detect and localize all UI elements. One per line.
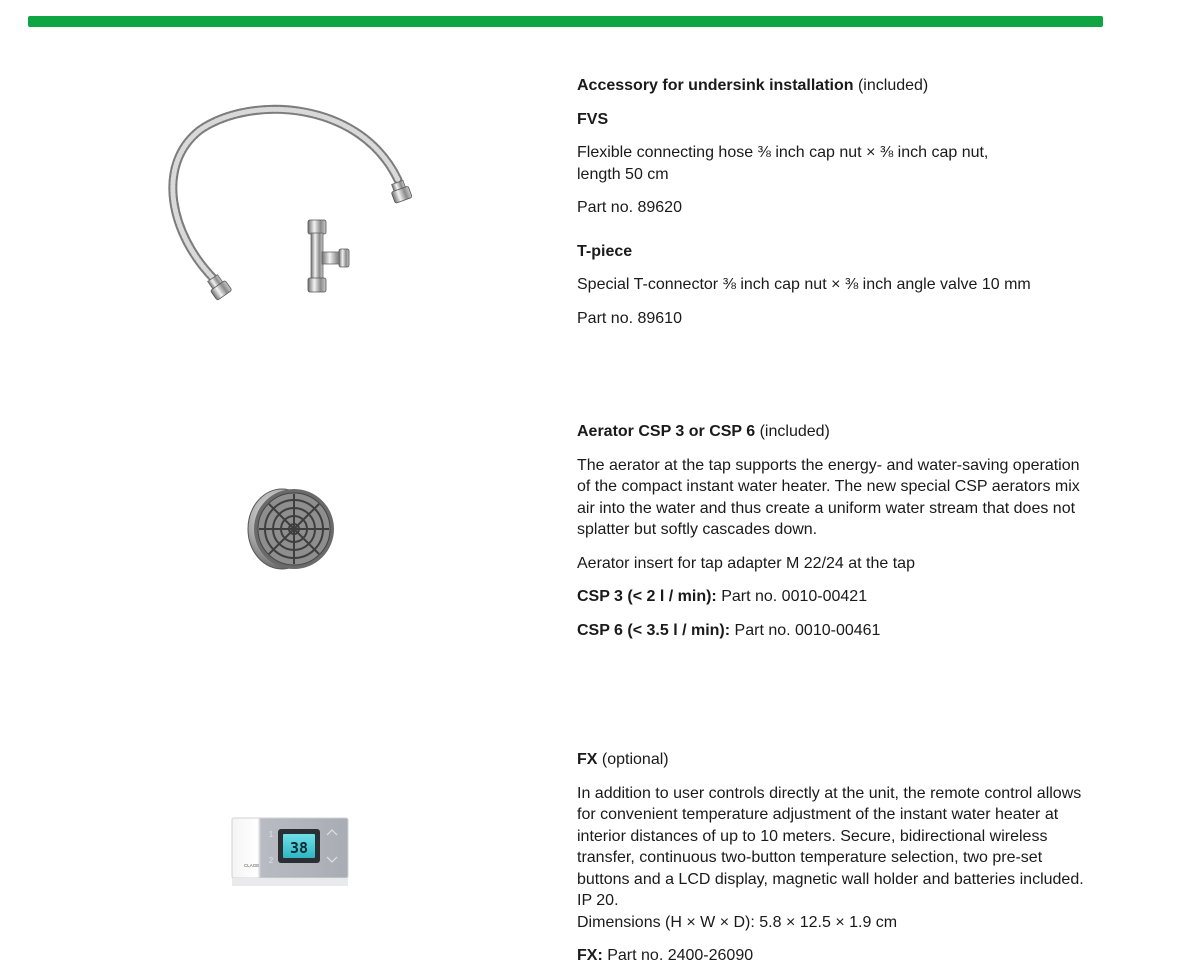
hose-and-t-piece-icon <box>160 95 430 310</box>
preset-button-2: 2 <box>268 856 274 865</box>
section-heading: FX (optional) <box>577 751 669 768</box>
section-aerator <box>577 421 1117 653</box>
preset-button-1: 1 <box>268 830 274 839</box>
fx-part: FX: Part no. 2400-26090 <box>577 947 754 964</box>
aerator-description: The aerator at the tap supports the energy- and water-saving operation of the compact instant water heater. The new special CSP aerators mix air into the water and thus create a uniform water stream that does not splatter but softly cascades down. <box>577 456 1080 538</box>
tpiece-description: Special T-connector ⅜ inch cap nut × ⅜ inch angle valve 10 mm <box>577 276 1031 293</box>
tpiece-part-number: Part no. 89610 <box>577 309 682 327</box>
aerator-icon <box>242 484 340 576</box>
top-accent-bar <box>28 16 1103 27</box>
aerator-insert: Aerator insert for tap adapter M 22/24 at the tap <box>577 554 915 572</box>
section-fx-remote <box>577 749 1117 979</box>
fx-description: In addition to user controls directly at the unit, the remote control allows for convenient temperature adjustment of the instant water heater at interior distances of up to 10 meters. Secure, bidirectional wireless transfer, continuous two-button temperature selection, two pre-set buttons and a LCD display, magnetic wall holder and batteries included. IP 20. Dimensions (H × W × D): 5.8 × 12.5 × 1.9 cm <box>577 784 1084 931</box>
brand-logo: CLAGE <box>244 863 260 868</box>
csp6-part: CSP 6 (< 3.5 l / min): Part no. 0010-00461 <box>577 621 881 639</box>
lcd-display-value: 38 <box>289 839 309 857</box>
section-heading: Accessory for undersink installation (included) <box>577 77 929 94</box>
fvs-description: Flexible connecting hose ⅜ inch cap nut × ⅜ inch cap nut, length 50 cm <box>577 144 989 183</box>
tpiece-title: T-piece <box>577 242 633 260</box>
fvs-part-number: Part no. 89620 <box>577 199 682 216</box>
remote-control-icon <box>230 815 350 890</box>
section-heading: Aerator CSP 3 or CSP 6 (included) <box>577 423 830 440</box>
fvs-title: FVS <box>577 110 609 128</box>
csp3-part: CSP 3 (< 2 l / min): Part no. 0010-00421 <box>577 588 868 605</box>
section-undersink-accessory <box>577 75 1117 341</box>
